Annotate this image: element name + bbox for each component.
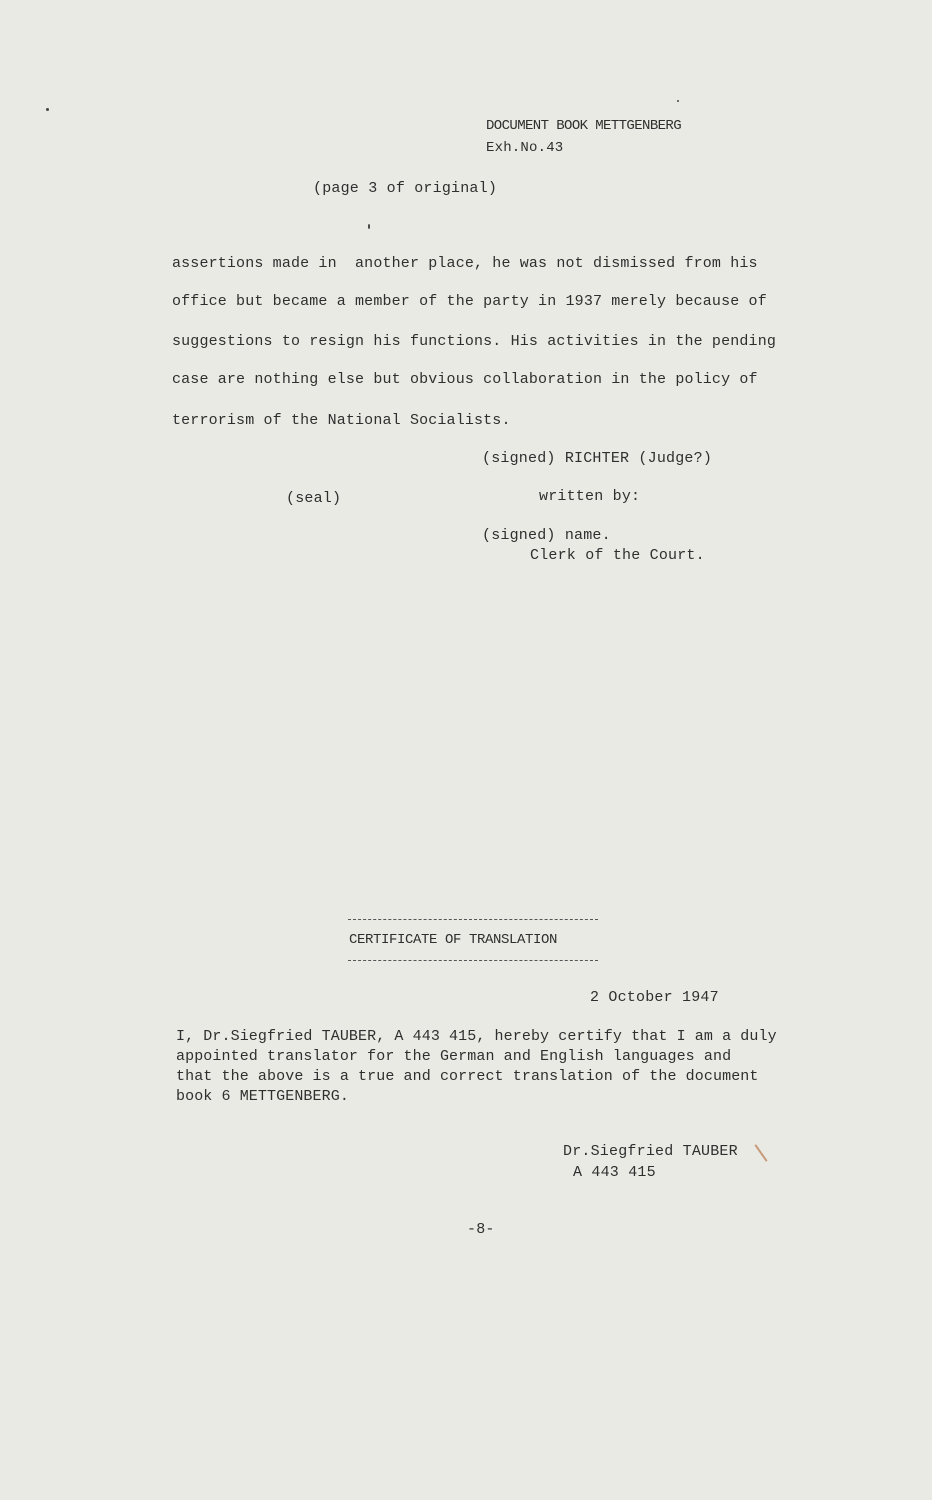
exhibit-number: Exh.No.43 xyxy=(486,140,564,156)
page-number: -8- xyxy=(467,1221,495,1238)
certificate-date: 2 October 1947 xyxy=(590,989,719,1006)
certificate-line: appointed translator for the German and English languages and xyxy=(176,1048,732,1065)
translator-name: Dr.Siegfried TAUBER xyxy=(563,1143,738,1160)
certificate-line: that the above is a true and correct translation of the document xyxy=(176,1068,759,1085)
divider-top xyxy=(348,919,598,920)
body-line: office but became a member of the party in 1937 merely because of xyxy=(172,293,767,310)
body-line: suggestions to resign his functions. His activities in the pending xyxy=(172,333,776,350)
divider-bottom xyxy=(348,960,598,961)
ink-speck xyxy=(368,224,370,229)
body-line: case are nothing else but obvious collaboration in the policy of xyxy=(172,371,758,388)
written-by: written by: xyxy=(539,488,641,505)
seal-note: (seal) xyxy=(286,490,342,507)
body-line: terrorism of the National Socialists. xyxy=(172,412,511,429)
pen-mark xyxy=(754,1144,767,1162)
certificate-line: book 6 METTGENBERG. xyxy=(176,1088,349,1105)
ink-speck xyxy=(677,100,679,102)
page-note: (page 3 of original) xyxy=(313,180,498,197)
body-line: assertions made in another place, he was not dismissed from his xyxy=(172,255,758,272)
signed-judge: (signed) RICHTER (Judge?) xyxy=(482,450,713,467)
ink-speck xyxy=(46,108,49,111)
clerk-of-court: Clerk of the Court. xyxy=(530,547,705,564)
signed-name: (signed) name. xyxy=(482,527,611,544)
certificate-title: CERTIFICATE OF TRANSLATION xyxy=(349,932,558,948)
certificate-line: I, Dr.Siegfried TAUBER, A 443 415, hereby certify that I am a duly xyxy=(176,1028,777,1045)
document-book-title: DOCUMENT BOOK METTGENBERG xyxy=(486,118,682,134)
translator-id: A 443 415 xyxy=(573,1164,656,1181)
